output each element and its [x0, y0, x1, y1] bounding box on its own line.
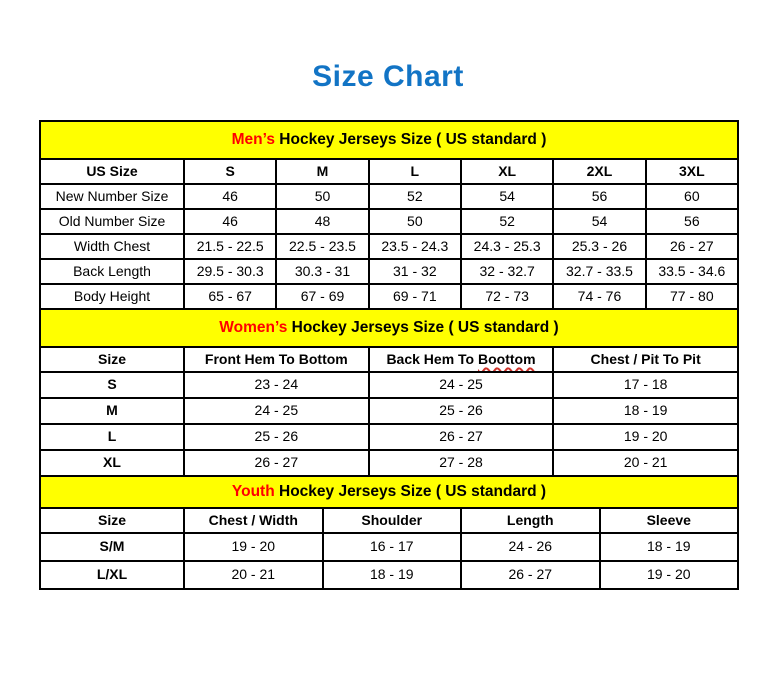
size-value-cell: 32 - 32.7 [461, 259, 553, 284]
section-heading-text: Hockey Jerseys Size ( US standard ) [287, 319, 559, 337]
column-header: M [276, 159, 368, 184]
column-header: Sleeve [600, 508, 739, 533]
page-title: Size Chart [312, 60, 464, 93]
table-row [40, 398, 738, 424]
table-row [40, 450, 738, 476]
row-label: L/XL [40, 561, 184, 589]
row-label: Body Height [40, 284, 184, 309]
section-heading-row [40, 309, 738, 347]
column-header-row [40, 159, 738, 184]
size-value-cell: 52 [369, 184, 461, 209]
table-row [40, 284, 738, 309]
table-row [40, 372, 738, 398]
size-value-cell: 22.5 - 23.5 [276, 234, 368, 259]
row-label: S [40, 372, 184, 398]
section-heading-highlight: Youth [231, 483, 275, 501]
size-value-cell: 19 - 20 [553, 424, 738, 450]
size-value-cell: 24 - 25 [369, 372, 554, 398]
size-value-cell: 25.3 - 26 [553, 234, 645, 259]
column-header: L [369, 159, 461, 184]
section-heading-text: Hockey Jerseys Size ( US standard ) [274, 483, 547, 501]
size-value-cell: 52 [461, 209, 553, 234]
size-value-cell: 21.5 - 22.5 [184, 234, 276, 259]
row-label: Back Length [40, 259, 184, 284]
size-table-youth [39, 475, 739, 590]
size-value-cell: 17 - 18 [553, 372, 738, 398]
column-header: Length [461, 508, 600, 533]
size-value-cell: 20 - 21 [184, 561, 323, 589]
column-header [369, 347, 554, 372]
section-heading [40, 309, 738, 347]
size-value-cell: 26 - 27 [646, 234, 738, 259]
size-value-cell: 32.7 - 33.5 [553, 259, 645, 284]
table-row [40, 424, 738, 450]
column-header-row [40, 508, 738, 533]
size-value-cell: 25 - 26 [184, 424, 369, 450]
section-heading-highlight: Men’s [231, 131, 275, 149]
column-header: 3XL [646, 159, 738, 184]
row-label: M [40, 398, 184, 424]
table-row [40, 209, 738, 234]
size-tables [39, 120, 739, 590]
size-value-cell: 23 - 24 [184, 372, 369, 398]
row-label: Old Number Size [40, 209, 184, 234]
size-value-cell: 48 [276, 209, 368, 234]
column-header-row [40, 347, 738, 372]
section-heading-row [40, 121, 738, 159]
column-header: US Size [40, 159, 184, 184]
row-label: Width Chest [40, 234, 184, 259]
row-label: New Number Size [40, 184, 184, 209]
size-value-cell: 19 - 20 [184, 533, 323, 561]
misspelled-word: Boottom [477, 350, 536, 367]
size-value-cell: 74 - 76 [553, 284, 645, 309]
size-value-cell: 24.3 - 25.3 [461, 234, 553, 259]
column-header-text: Back Hem To [386, 350, 478, 367]
size-value-cell: 46 [184, 209, 276, 234]
size-value-cell: 18 - 19 [323, 561, 462, 589]
section-heading-text: Hockey Jerseys Size ( US standard ) [274, 131, 547, 149]
column-header: Shoulder [323, 508, 462, 533]
size-value-cell: 18 - 19 [600, 533, 739, 561]
size-value-cell: 31 - 32 [369, 259, 461, 284]
size-value-cell: 33.5 - 34.6 [646, 259, 738, 284]
row-label: L [40, 424, 184, 450]
row-label: XL [40, 450, 184, 476]
column-header: Chest / Pit To Pit [553, 347, 738, 372]
size-value-cell: 26 - 27 [184, 450, 369, 476]
table-row [40, 234, 738, 259]
column-header: XL [461, 159, 553, 184]
size-table-mens [39, 120, 739, 310]
size-value-cell: 56 [646, 209, 738, 234]
row-label: S/M [40, 533, 184, 561]
size-value-cell: 67 - 69 [276, 284, 368, 309]
size-value-cell: 18 - 19 [553, 398, 738, 424]
section-heading [40, 121, 738, 159]
size-value-cell: 29.5 - 30.3 [184, 259, 276, 284]
column-header: 2XL [553, 159, 645, 184]
size-value-cell: 20 - 21 [553, 450, 738, 476]
size-value-cell: 24 - 25 [184, 398, 369, 424]
size-table-womens [39, 308, 739, 477]
size-value-cell: 19 - 20 [600, 561, 739, 589]
size-value-cell: 60 [646, 184, 738, 209]
table-row [40, 259, 738, 284]
size-value-cell: 23.5 - 24.3 [369, 234, 461, 259]
column-header: Front Hem To Bottom [184, 347, 369, 372]
column-header: S [184, 159, 276, 184]
size-value-cell: 56 [553, 184, 645, 209]
table-row [40, 184, 738, 209]
size-value-cell: 54 [461, 184, 553, 209]
size-value-cell: 26 - 27 [369, 424, 554, 450]
size-value-cell: 50 [276, 184, 368, 209]
size-value-cell: 65 - 67 [184, 284, 276, 309]
section-heading [40, 476, 738, 508]
size-value-cell: 72 - 73 [461, 284, 553, 309]
size-value-cell: 16 - 17 [323, 533, 462, 561]
size-value-cell: 50 [369, 209, 461, 234]
column-header: Chest / Width [184, 508, 323, 533]
table-row [40, 561, 738, 589]
size-value-cell: 27 - 28 [369, 450, 554, 476]
table-row [40, 533, 738, 561]
size-value-cell: 46 [184, 184, 276, 209]
size-value-cell: 69 - 71 [369, 284, 461, 309]
section-heading-row [40, 476, 738, 508]
size-value-cell: 24 - 26 [461, 533, 600, 561]
size-value-cell: 26 - 27 [461, 561, 600, 589]
size-value-cell: 77 - 80 [646, 284, 738, 309]
size-value-cell: 54 [553, 209, 645, 234]
column-header: Size [40, 347, 184, 372]
size-value-cell: 30.3 - 31 [276, 259, 368, 284]
column-header: Size [40, 508, 184, 533]
section-heading-highlight: Women’s [219, 319, 288, 337]
size-value-cell: 25 - 26 [369, 398, 554, 424]
